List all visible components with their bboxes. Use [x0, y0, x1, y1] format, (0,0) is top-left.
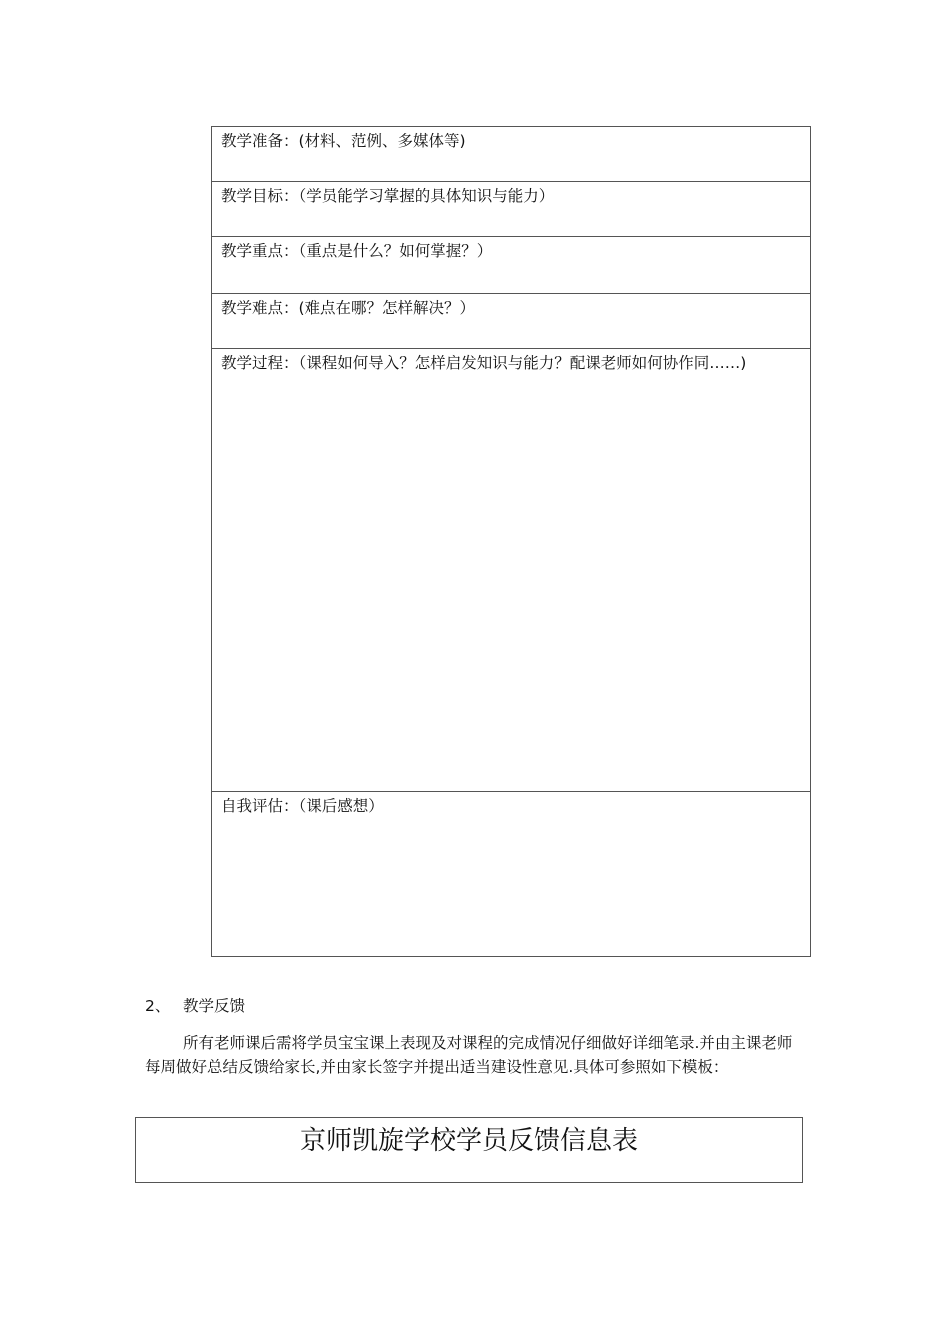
- section-number: 2、: [145, 997, 171, 1015]
- feedback-form-header-box: [135, 1117, 803, 1183]
- teaching-difficulties-cell: 教学难点：(难点在哪？怎样解决？）: [212, 294, 811, 349]
- feedback-form-title: 京师凯旋学校学员反馈信息表: [299, 1126, 638, 1156]
- table-row: [212, 127, 811, 182]
- table-row: [212, 182, 811, 237]
- table-row: [212, 349, 811, 792]
- table-row: [212, 294, 811, 349]
- section-title: 教学反馈: [183, 997, 246, 1015]
- table-row: [212, 237, 811, 294]
- teaching-preparation-cell: 教学准备：(材料、范例、多媒体等): [212, 127, 811, 182]
- teaching-key-points-cell: 教学重点：（重点是什么？如何掌握？）: [212, 237, 811, 294]
- lesson-plan-table: [211, 126, 811, 957]
- table-row: [212, 792, 811, 957]
- teaching-process-cell: 教学过程：（课程如何导入？怎样启发知识与能力？配课老师如何协作同……): [212, 349, 811, 792]
- feedback-instructions-paragraph: 所有老师课后需将学员宝宝课上表现及对课程的完成情况仔细做好详细笔录.并由主课老师每周做好总结反馈给家长,并由家长签字并提出适当建设性意见.具体可参照如下模板：: [145, 1034, 793, 1076]
- teaching-objectives-cell: 教学目标：（学员能学习掌握的具体知识与能力）: [212, 182, 811, 237]
- self-assessment-cell: 自我评估：（课后感想）: [212, 792, 811, 957]
- section-heading: [145, 995, 245, 1017]
